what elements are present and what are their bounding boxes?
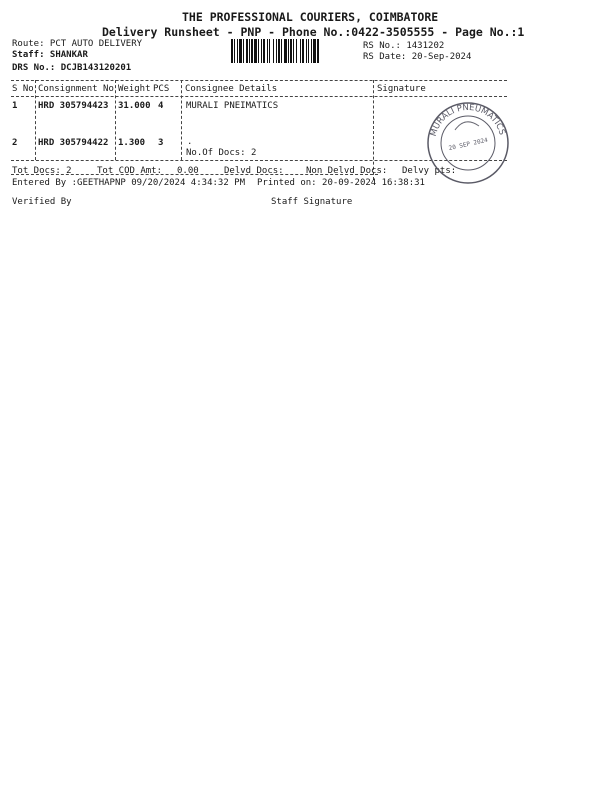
table-row-2-consignee: . (187, 137, 193, 147)
col-divider (115, 80, 116, 160)
verified-by: Verified By (12, 197, 72, 207)
entered-by: Entered By :GEETHAPNP 09/20/2024 4:34:32 PM (12, 178, 245, 188)
col-divider (373, 80, 374, 180)
col-divider (35, 80, 36, 160)
table-row-2-sno: 2 (12, 138, 18, 148)
table-row-2-weight: 1.300 (118, 138, 146, 148)
stamp-date: 20 SEP 2024 (448, 136, 489, 153)
table-row-1-consignment: HRD 305794423 (38, 101, 109, 111)
table-row-2-pcs: 3 (158, 138, 164, 148)
barcode (231, 39, 355, 63)
header-weight: Weight (118, 84, 151, 94)
header-signature: Signature (377, 84, 426, 94)
route-label: Route: PCT AUTO DELIVERY (12, 39, 143, 49)
table-row-1-consignee: MURALI PNEIMATICS (186, 101, 279, 111)
table-row-1-pcs: 4 (158, 101, 164, 111)
printed-on: Printed on: 20-09-2024 16:38:31 (257, 178, 425, 188)
delivered-docs: Delvd Docs: (224, 166, 284, 176)
col-divider (181, 80, 182, 160)
table-row-2-doc-count: No.Of Docs: 2 (186, 148, 257, 158)
table-row-1-weight: 31.000 (118, 101, 151, 111)
total-cod-label: Tot COD Amt: (97, 166, 163, 176)
totals-rule (11, 174, 378, 175)
company-stamp (425, 100, 511, 186)
rs-number: RS No.: 1431202 (363, 41, 445, 51)
table-top-rule (11, 80, 507, 81)
staff-signature: Staff Signature (271, 197, 353, 207)
header-consignment: Consignment No (38, 84, 114, 94)
total-cod-value: 0.00 (177, 166, 199, 176)
delivery-points: Delvy pts: (402, 166, 457, 176)
drs-number: DRS No.: DCJB143120201 (12, 63, 132, 73)
table-header-rule (11, 96, 507, 97)
company-name: THE PROFESSIONAL COURIERS, COIMBATORE (182, 10, 439, 24)
header-consignee: Consignee Details (185, 84, 278, 94)
non-delivered-docs: Non Delvd Docs: (306, 166, 388, 176)
table-row-1-sno: 1 (12, 101, 18, 111)
table-row-2-consignment: HRD 305794422 (38, 138, 109, 148)
runsheet-title: Delivery Runsheet - PNP - Phone No.:0422-3505555 - Page No.:1 (102, 25, 525, 39)
header-sno: S No (12, 84, 34, 94)
total-docs: Tot Docs: 2 (12, 166, 72, 176)
staff-label: Staff: SHANKAR (12, 50, 88, 60)
header-pcs: PCS (153, 84, 170, 94)
rs-date: RS Date: 20-Sep-2024 (363, 52, 472, 62)
stamp-text: MURALI PNEUMATICS (428, 102, 507, 138)
stamp-scribble (455, 122, 479, 130)
